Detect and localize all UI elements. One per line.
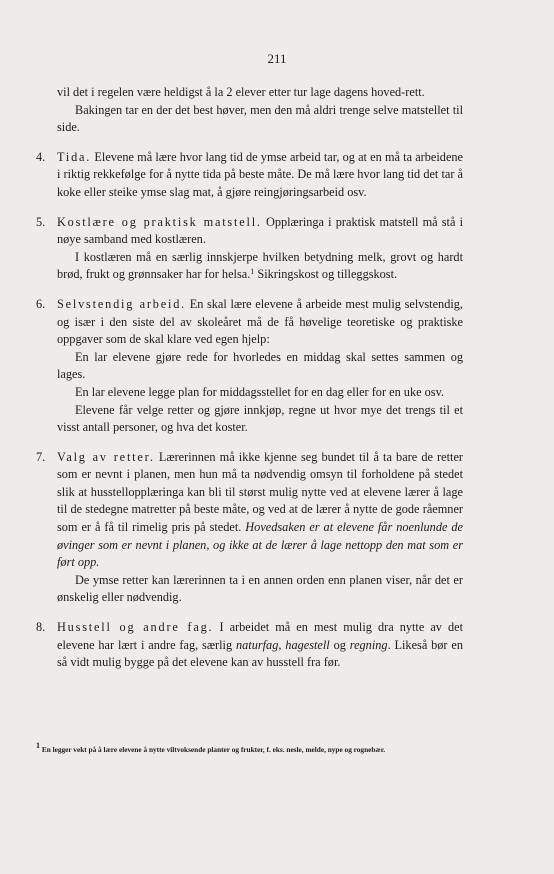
section-text: Elevene må lære hvor lang tid de ymse arbeid tar, og at en må ta arbeidene i riktig rekkefølge for å nytte tida på beste måte. De må lære hvor lang tid det tar å koke eller steike ymse slag mat, å gjøre reingjøringsarbeid osv. — [57, 149, 464, 199]
footnote-text: En legger vekt på å lære elevene å nytte viltvoksende planter og frukter, f. eks. nesle, melde, nype og rognebær. — [41, 745, 386, 754]
section-paragraph: Husstell og andre fag. I arbeidet må en mest mulig dra nytte av det elevene har lært i andre fag, særlig naturfag, hagestell og regning. Likeså bør en så vidt mulig bygge på det elevene kan av husstell fra før. — [57, 620, 463, 670]
section-heading: Kostlære og praktisk matstell. — [57, 214, 262, 229]
section-paragraph — [57, 449, 463, 572]
section-item-5 — [36, 214, 464, 284]
section-text: Opplæringa i praktisk matstell må stå i nøye samband med kostlæren. — [57, 214, 464, 247]
page-body — [36, 84, 464, 672]
section-text: I arbeidet må en mest mulig dra nytte av det elevene har lært i andre fag, særlig — [57, 620, 463, 652]
section-item-6 — [36, 296, 463, 437]
section-number: 5. — [36, 214, 46, 229]
section-number: 4. — [36, 149, 46, 164]
section-paragraph: Elevene får velge retter og gjøre innkjøp, regne ut hvor mye det trengs til et visst antall personer, og hva det koster. — [57, 402, 463, 435]
section-item-8 — [36, 619, 463, 672]
section-item-7 — [36, 449, 463, 607]
section-text: og — [333, 637, 346, 652]
section-heading: Valg av retter. — [57, 449, 155, 464]
section-heading: Tida. — [57, 149, 92, 164]
footnote-marker: 1 — [250, 267, 255, 277]
section-paragraph: En lar elevene gjøre rede for hvorledes en middag skal settes sammen og lages. — [57, 349, 463, 382]
section-emphasis: naturfag — [235, 637, 279, 652]
footnote-marker: 1 — [36, 741, 40, 750]
section-paragraph — [57, 149, 463, 202]
section-text: Likeså bør en så vidt mulig bygge på det elevene kan av husstell fra før. — [57, 637, 463, 670]
section-text: En skal lære elevene å arbeide mest mulig selvstendig, og især i den siste del av skoleåret må de få høvelige teoretiske og praktiske oppgaver som de skal klare ved egen hjelp: — [57, 296, 463, 347]
section-text: Lærerinnen må ikke kjenne seg bundet til å ta bare de retter som er nevnt i planen, men hun må ta nødvendig omsyn til forholdene på stedet slik at husstellopplæringa kan bli til størst mulig nytte ved at elevene lærer å lage til de stedegne matretter på beste måte, og ved at de lærer å nytte de gode råemner som er å få til rimelig pris på stedet. — [57, 449, 463, 535]
section-number: 6. — [36, 296, 46, 311]
section-emphasis: hagestell — [285, 637, 330, 652]
footnote — [36, 741, 476, 755]
section-emphasis: regning — [349, 637, 388, 652]
section-paragraph: En lar elevene legge plan for middagsstellet for en dag eller for en uke osv. — [75, 384, 444, 399]
section-paragraph — [57, 249, 463, 284]
intro-paragraph: Bakingen tar en der det best høver, men den må aldri trenge selve matstellet til side. — [57, 102, 463, 135]
section-number: 7. — [36, 449, 46, 464]
intro-paragraph: vil det i regelen være heldigst å la 2 elever etter tur lage dagens hoved-rett. — [57, 85, 425, 99]
section-paragraph — [57, 296, 463, 349]
section-text: Sikringskost og tilleggskost. — [257, 267, 398, 282]
section-text: I kostlæren må en særlig innskjerpe hvilken betydning melk, grovt og hardt brød, frukt og grønnsaker har for helsa. — [57, 249, 463, 282]
section-item-4 — [36, 149, 464, 202]
section-heading: Selvstendig arbeid. — [57, 296, 187, 311]
section-paragraph — [57, 214, 463, 249]
section-number: 8. — [36, 620, 46, 635]
page-number: 211 — [267, 51, 287, 66]
section-heading: Husstell og andre fag. — [57, 620, 214, 635]
section-emphasis: Hovedsaken er at elevene får noenlunde de øvinger som er nevnt i planen, og ikke at de lærer å lage nettopp den mat som er ført opp. — [57, 520, 463, 570]
section-paragraph: De ymse retter kan lærerinnen ta i en annen orden enn planen viser, når det er ønskelig eller nødvendig. — [57, 572, 463, 605]
